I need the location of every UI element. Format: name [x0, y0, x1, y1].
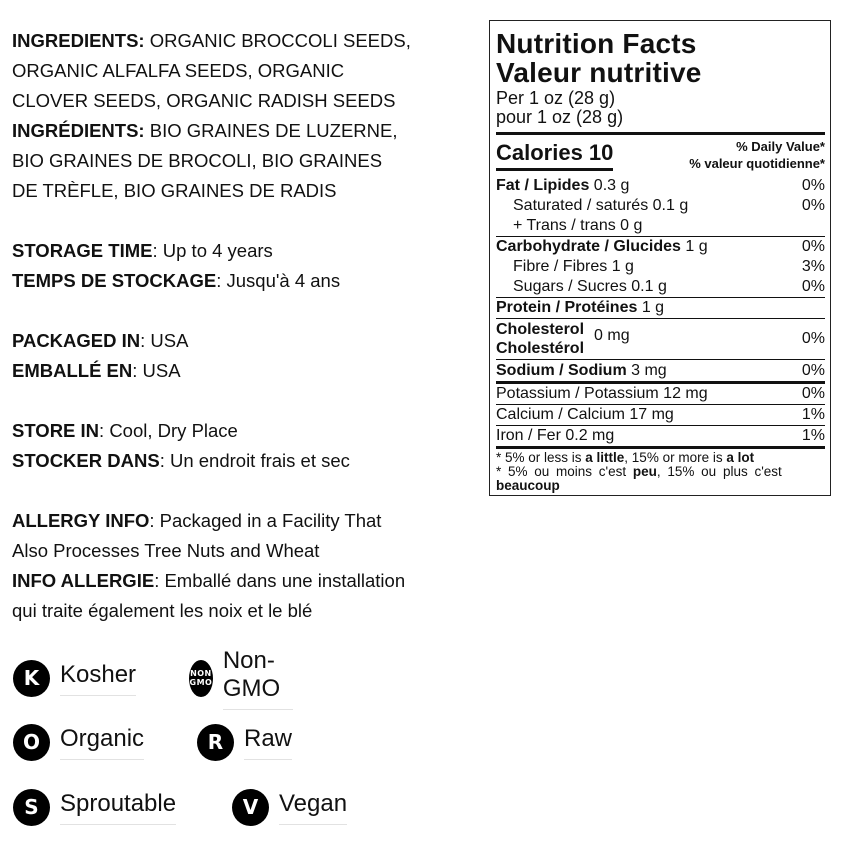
product-info: [12, 26, 482, 626]
storage-time-label: STORAGE TIME: [12, 240, 153, 261]
nutrient-name: + Trans / trans 0 g: [513, 217, 643, 234]
ingredients-en: [12, 26, 482, 56]
badge-non-gmo: [189, 646, 293, 702]
nutrient-name: Cholesterol: [496, 321, 585, 338]
store-fr: [12, 446, 482, 476]
non-gmo-icon: [189, 660, 213, 697]
badge-label: Raw: [244, 725, 292, 760]
nutrient-row-potassium: [496, 384, 825, 404]
nutrient-name: Fibre / Fibres 1 g: [513, 258, 634, 275]
footnote-emphasis: beaucoup: [496, 478, 560, 493]
nutrient-name-fr: Cholestérol: [496, 340, 585, 357]
nutrient-row-iron: [496, 426, 825, 446]
ingredients-text: CLOVER SEEDS, ORGANIC RADISH SEEDS: [12, 90, 396, 111]
daily-value-label-fr: % valeur quotidienne*: [689, 156, 825, 171]
nutrition-title-fr: Valeur nutritive: [496, 57, 702, 88]
footnote-text: * 5% or less is: [496, 450, 586, 465]
nutrient-name: Calcium / Calcium 17 mg: [496, 406, 674, 423]
calories: Calories 10: [496, 140, 613, 171]
footnote-emphasis: a lot: [726, 450, 755, 465]
packaged-value-fr: : USA: [132, 360, 181, 381]
nutrient-dv: 0%: [801, 197, 825, 214]
sproutable-icon: S: [13, 789, 50, 826]
packaged-en: [12, 326, 482, 356]
badge-vegan: [232, 787, 347, 827]
nutrient-dv: 0%: [801, 177, 825, 194]
nutrient-name: Saturated / saturés 0.1 g: [513, 197, 689, 214]
badge-kosher: [13, 658, 136, 698]
nutrient-row-saturated: [496, 196, 825, 216]
nutrient-row-sugars: [496, 277, 825, 297]
ingredients-text-fr: BIO GRAINES DE BROCOLI, BIO GRAINES: [12, 150, 383, 171]
packaged-value: : USA: [140, 330, 189, 351]
storage-time-label-fr: TEMPS DE STOCKAGE: [12, 270, 217, 291]
store-label: STORE IN: [12, 420, 100, 441]
store-en: [12, 416, 482, 446]
allergy-label: ALLERGY INFO: [12, 510, 150, 531]
footnote-emphasis: a little: [585, 450, 625, 465]
nutrient-row-fibre: [496, 257, 825, 277]
storage-time-value: : Up to 4 years: [152, 240, 273, 261]
nutrition-title: Nutrition Facts: [496, 28, 697, 59]
allergy-value: : Packaged in a Facility That: [149, 510, 382, 531]
nutrient-name: Protein / Protéines: [496, 299, 638, 316]
ingredients-text-fr: BIO GRAINES DE LUZERNE,: [144, 120, 398, 141]
nutrient-amount: 1 g: [637, 299, 665, 316]
nutrient-dv: 0%: [801, 362, 825, 379]
nutrient-name: Sugars / Sucres 0.1 g: [513, 278, 667, 295]
nutrient-dv: 0%: [801, 278, 825, 295]
nutrition-facts-panel: [489, 20, 831, 496]
nutrient-amount: 3 mg: [626, 362, 667, 379]
non-gmo-icon-text: NON: [190, 669, 212, 678]
nutrient-name: Potassium / Potassium 12 mg: [496, 385, 708, 402]
footnote-text: * 5% ou moins c'est: [496, 464, 633, 479]
nutrient-dv: 3%: [801, 258, 825, 275]
nutrient-amount: 0.3 g: [589, 177, 630, 194]
nutrient-row-fat: [496, 176, 825, 196]
store-value: : Cool, Dry Place: [99, 420, 238, 441]
footnote-text: , 15% or more is: [624, 450, 727, 465]
raw-icon: R: [197, 724, 234, 761]
vegan-icon: V: [232, 789, 269, 826]
footnote-en: [496, 451, 825, 465]
badge-raw: [197, 722, 292, 762]
footnote-text: , 15% ou plus c'est: [656, 464, 782, 479]
storage-time-en: [12, 236, 482, 266]
badge-label: Sproutable: [60, 790, 176, 825]
ingredients-text: ORGANIC BROCCOLI SEEDS,: [144, 30, 411, 51]
nutrient-name: Carbohydrate / Glucides: [496, 238, 681, 255]
nutrient-row-protein: [496, 298, 825, 318]
footnote-emphasis: peu: [632, 464, 657, 479]
ingredients-text: ORGANIC ALFALFA SEEDS, ORGANIC: [12, 60, 345, 81]
footnote-fr: [496, 465, 825, 479]
nutrient-row-sodium: [496, 360, 825, 381]
ingredients-label: INGREDIENTS:: [12, 30, 145, 51]
nutrient-name: Fat / Lipides: [496, 177, 590, 194]
storage-time-fr: [12, 266, 482, 296]
ingredients-label-fr: INGRÉDIENTS:: [12, 120, 145, 141]
organic-icon: O: [13, 724, 50, 761]
nutrient-name: Iron / Fer 0.2 mg: [496, 427, 615, 444]
nutrient-dv: 1%: [801, 406, 825, 423]
allergy-value-fr: : Emballé dans une installation: [154, 570, 406, 591]
nutrient-row-cholesterol: [496, 319, 825, 359]
nutrient-name: Sodium / Sodium: [496, 362, 627, 379]
allergy-fr: [12, 566, 482, 596]
nutrient-amount: 0 mg: [594, 327, 630, 344]
badge-label: Vegan: [279, 790, 347, 825]
nutrient-row-calcium: [496, 405, 825, 425]
daily-value-header: [689, 138, 825, 172]
allergy-label-fr: INFO ALLERGIE: [12, 570, 155, 591]
packaged-fr: [12, 356, 482, 386]
badge-organic: [13, 722, 144, 762]
daily-value-label: % Daily Value*: [736, 139, 825, 154]
nutrient-dv: 0%: [801, 238, 825, 255]
allergy-value: Also Processes Tree Nuts and Wheat: [12, 540, 320, 561]
ingredients-text-fr: DE TRÈFLE, BIO GRAINES DE RADIS: [12, 180, 337, 201]
allergy-en: [12, 506, 482, 536]
allergy-value-fr: qui traite également les noix et le blé: [12, 600, 313, 621]
non-gmo-icon-text: GMO: [189, 678, 213, 687]
nutrient-row-trans: [496, 216, 825, 236]
calories-row: [496, 135, 825, 176]
footnote: [496, 451, 825, 493]
nutrient-dv: 1%: [801, 427, 825, 444]
badge-label: Organic: [60, 725, 144, 760]
nutrient-dv: 0%: [801, 385, 825, 402]
badge-label: Kosher: [60, 661, 136, 696]
nutrient-dv: 0%: [801, 330, 825, 347]
serving-size-fr: pour 1 oz (28 g): [496, 107, 624, 127]
nutrient-row-carbohydrate: [496, 237, 825, 257]
serving-size: Per 1 oz (28 g): [496, 88, 616, 108]
storage-time-value-fr: : Jusqu'à 4 ans: [216, 270, 341, 291]
badge-sproutable: [13, 787, 176, 827]
nutrient-amount: 1 g: [680, 238, 708, 255]
packaged-label-fr: EMBALLÉ EN: [12, 360, 133, 381]
kosher-icon: K: [13, 660, 50, 697]
ingredients-fr: [12, 116, 482, 146]
badge-label: Non-GMO: [223, 647, 293, 710]
store-label-fr: STOCKER DANS: [12, 450, 160, 471]
packaged-label: PACKAGED IN: [12, 330, 141, 351]
store-value-fr: : Un endroit frais et sec: [159, 450, 350, 471]
